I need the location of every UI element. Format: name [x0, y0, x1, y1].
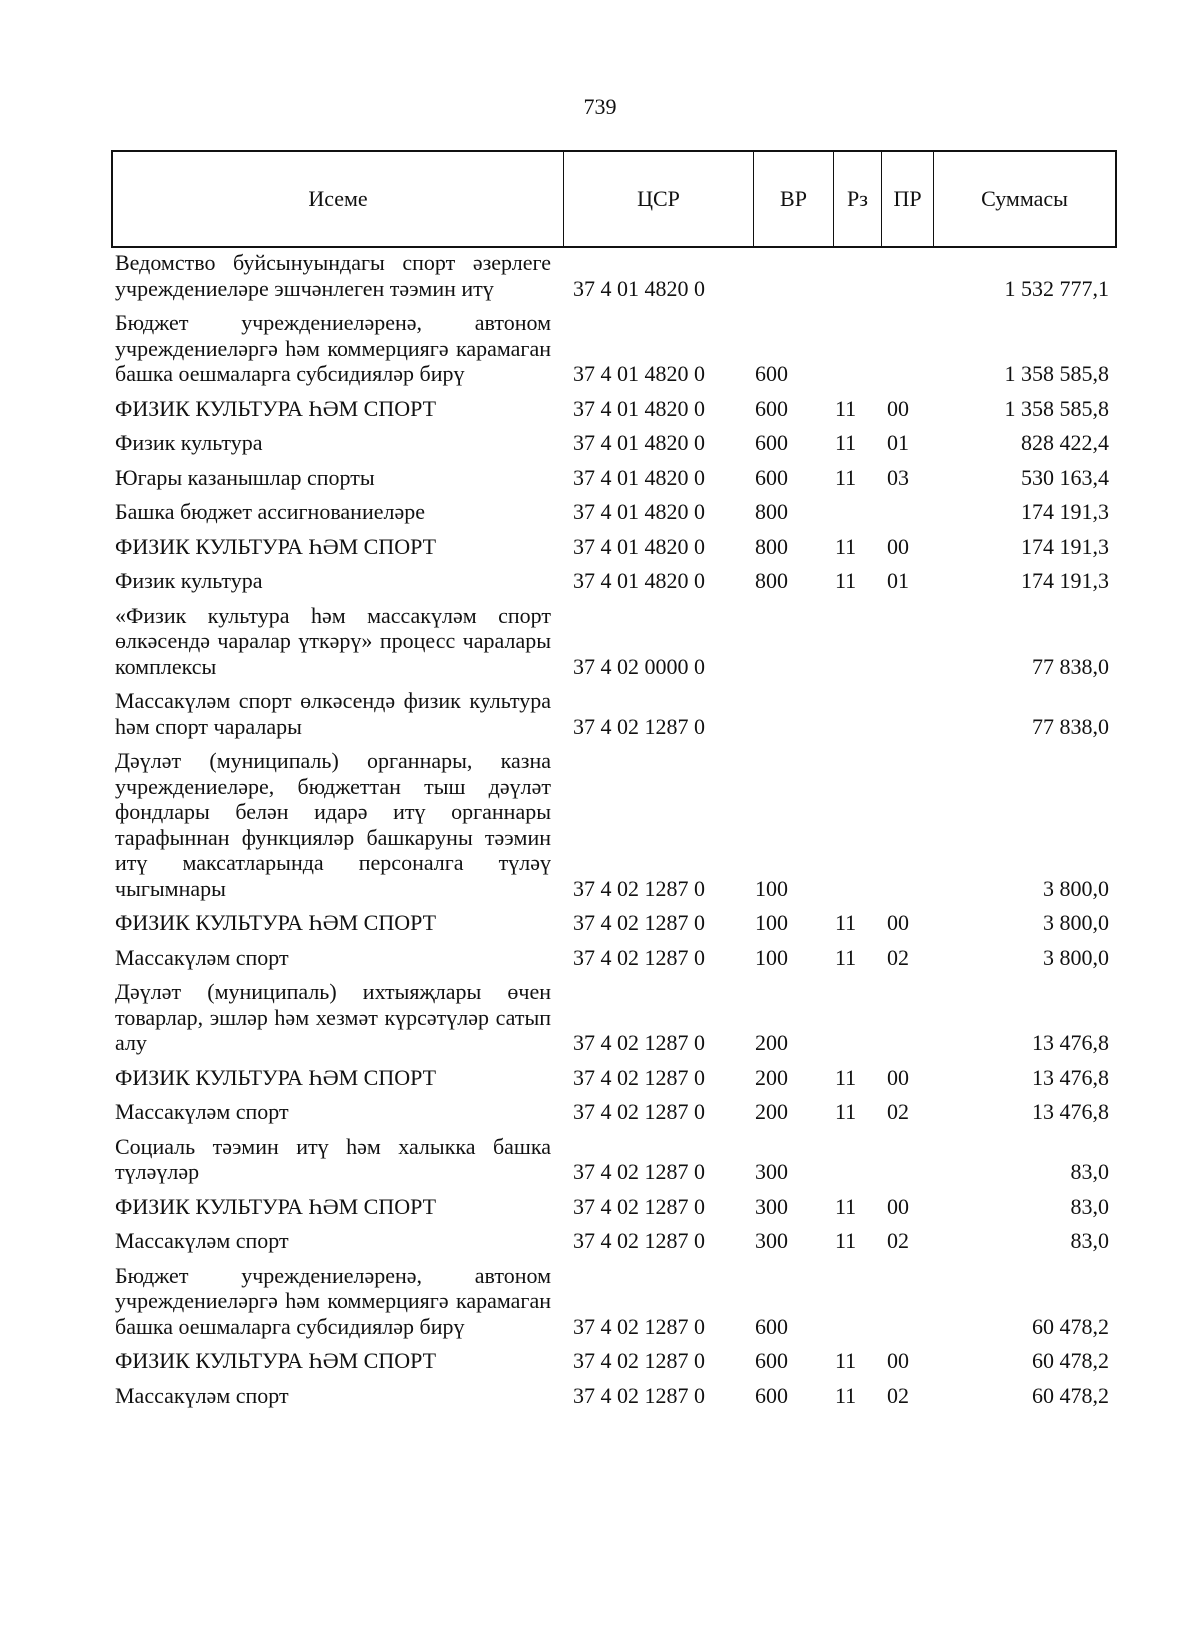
cell-csr: 37 4 02 1287 0	[573, 944, 705, 970]
cell-name: Бюджет учреждениеләренә, автоном учреждениеләргә һәм коммерциягә карамаган башка оешмаларга субсидияләр бирү	[115, 310, 551, 386]
cell-sum: 13 476,8	[1032, 1030, 1109, 1055]
cell-vr: 100	[755, 944, 788, 970]
cell-csr: 37 4 01 4820 0	[573, 464, 705, 490]
cell-vr: 800	[755, 499, 788, 524]
column-header-sum: Суммасы	[981, 186, 1068, 211]
cell-csr: 37 4 02 1287 0	[573, 1382, 705, 1408]
cell-sum: 174 191,3	[1021, 568, 1109, 593]
cell-name: Массакүләм спорт	[115, 1228, 289, 1253]
cell-vr: 600	[755, 430, 788, 455]
cell-rz: 11	[835, 1348, 857, 1373]
cell-vr: 600	[755, 464, 788, 490]
cell-vr: 200	[755, 1064, 788, 1090]
cell-vr: 800	[755, 568, 788, 593]
table-row	[115, 568, 1115, 603]
cell-sum: 77 838,0	[1032, 653, 1109, 679]
cell-sum: 83,0	[1070, 1228, 1109, 1253]
cell-sum: 3 800,0	[1043, 910, 1109, 935]
cell-sum: 1 532 777,1	[1004, 275, 1109, 301]
cell-vr: 600	[755, 1348, 788, 1373]
cell-sum: 83,0	[1070, 1193, 1109, 1219]
cell-vr: 600	[755, 361, 788, 386]
cell-pr: 00	[887, 1064, 909, 1090]
table-row	[115, 1263, 1115, 1349]
cell-name: ФИЗИК КУЛЬТУРА ҺӘМ СПОРТ	[115, 1348, 437, 1373]
cell-rz: 11	[835, 910, 857, 935]
table-row	[115, 748, 1115, 910]
cell-name: Ведомство буйсынуындагы спорт әзерлеге учреждениеләре эшчәнлеген тәэмин итү	[115, 250, 551, 301]
cell-rz: 11	[835, 1099, 857, 1124]
cell-csr: 37 4 01 4820 0	[573, 533, 705, 559]
cell-csr: 37 4 02 1287 0	[573, 875, 705, 901]
cell-csr: 37 4 02 1287 0	[573, 713, 705, 739]
cell-sum: 530 163,4	[1021, 464, 1109, 490]
cell-pr: 02	[887, 1099, 909, 1124]
table-row	[115, 945, 1115, 980]
cell-rz: 11	[835, 533, 857, 559]
column-header-name: Исеме	[113, 152, 564, 246]
cell-sum: 3 800,0	[1043, 944, 1109, 970]
cell-sum: 828 422,4	[1021, 430, 1109, 455]
column-header-vr: ВР	[754, 152, 834, 246]
table-row	[115, 310, 1115, 396]
cell-pr: 01	[887, 568, 909, 593]
cell-sum: 60 478,2	[1032, 1348, 1109, 1373]
cell-name: ФИЗИК КУЛЬТУРА ҺӘМ СПОРТ	[115, 395, 437, 421]
cell-name: ФИЗИК КУЛЬТУРА ҺӘМ СПОРТ	[115, 1193, 437, 1219]
cell-sum: 13 476,8	[1032, 1099, 1109, 1124]
cell-csr: 37 4 01 4820 0	[573, 395, 705, 421]
cell-sum: 13 476,8	[1032, 1064, 1109, 1090]
cell-rz: 11	[835, 464, 857, 490]
cell-csr: 37 4 02 1287 0	[573, 1228, 705, 1253]
table-row	[115, 465, 1115, 500]
cell-csr: 37 4 02 0000 0	[573, 653, 705, 679]
table-row	[115, 1065, 1115, 1100]
cell-pr: 00	[887, 1348, 909, 1373]
cell-csr: 37 4 02 1287 0	[573, 1030, 705, 1055]
cell-csr: 37 4 01 4820 0	[573, 499, 705, 524]
cell-vr: 600	[755, 1382, 788, 1408]
cell-name: Башка бюджет ассигнованиеләре	[115, 499, 425, 524]
cell-vr: 300	[755, 1159, 788, 1184]
cell-csr: 37 4 02 1287 0	[573, 1313, 705, 1339]
cell-name: Массакүләм спорт	[115, 1382, 289, 1408]
cell-pr: 02	[887, 944, 909, 970]
cell-sum: 174 191,3	[1021, 499, 1109, 524]
cell-name: Югары казанышлар спорты	[115, 464, 375, 490]
table-body	[115, 250, 1115, 1417]
cell-name: Массакүләм спорт	[115, 1099, 289, 1124]
table-row	[115, 1099, 1115, 1134]
cell-sum: 83,0	[1070, 1159, 1109, 1184]
cell-vr: 200	[755, 1030, 788, 1055]
cell-csr: 37 4 02 1287 0	[573, 1099, 705, 1124]
cell-csr: 37 4 01 4820 0	[573, 430, 705, 455]
table-row	[115, 499, 1115, 534]
cell-vr: 300	[755, 1228, 788, 1253]
table-row	[115, 534, 1115, 569]
cell-csr: 37 4 02 1287 0	[573, 1064, 705, 1090]
column-header-pr: ПР	[882, 152, 934, 246]
cell-rz: 11	[835, 944, 857, 970]
cell-csr: 37 4 01 4820 0	[573, 275, 705, 301]
cell-rz: 11	[835, 1193, 857, 1219]
table-row	[115, 396, 1115, 431]
cell-csr: 37 4 02 1287 0	[573, 1193, 705, 1219]
page-number: 739	[583, 94, 617, 119]
cell-name: Дәүләт (муниципаль) органнары, казна учреждениеләре, бюджеттан тыш дәүләт фондлары белән идарә итү органнары тарафыннан функцияләр башкаруны тәэмин итү максатларында персоналга түләү чыгымнары	[115, 748, 551, 901]
cell-csr: 37 4 01 4820 0	[573, 568, 705, 593]
cell-vr: 300	[755, 1193, 788, 1219]
column-header-rz: Рз	[834, 152, 882, 246]
cell-vr: 600	[755, 1313, 788, 1339]
cell-pr: 00	[887, 395, 909, 421]
table-row	[115, 1194, 1115, 1229]
cell-name: Массакүләм спорт өлкәсендә физик культура һәм спорт чаралары	[115, 688, 551, 739]
table-row	[115, 1228, 1115, 1263]
cell-pr: 00	[887, 533, 909, 559]
cell-pr: 02	[887, 1228, 909, 1253]
cell-rz: 11	[835, 395, 857, 421]
cell-rz: 11	[835, 568, 857, 593]
cell-pr: 00	[887, 910, 909, 935]
cell-pr: 00	[887, 1193, 909, 1219]
table-row	[115, 430, 1115, 465]
column-header-csr: ЦСР	[564, 152, 754, 246]
cell-name: Дәүләт (муниципаль) ихтыяҗлары өчен товарлар, эшләр һәм хезмәт күрсәтүләр сатып алу	[115, 979, 551, 1055]
cell-pr: 03	[887, 464, 909, 490]
cell-sum: 1 358 585,8	[1004, 395, 1109, 421]
cell-name: ФИЗИК КУЛЬТУРА ҺӘМ СПОРТ	[115, 1064, 437, 1090]
cell-pr: 02	[887, 1382, 909, 1408]
cell-rz: 11	[835, 430, 857, 455]
cell-pr: 01	[887, 430, 909, 455]
cell-name: Физик культура	[115, 430, 263, 455]
table-row	[115, 688, 1115, 748]
cell-sum: 1 358 585,8	[1004, 361, 1109, 386]
cell-csr: 37 4 02 1287 0	[573, 1159, 705, 1184]
cell-rz: 11	[835, 1382, 857, 1408]
table-row	[115, 1134, 1115, 1194]
cell-vr: 200	[755, 1099, 788, 1124]
table-header	[111, 150, 1117, 248]
cell-sum: 60 478,2	[1032, 1382, 1109, 1408]
table-row	[115, 910, 1115, 945]
cell-vr: 800	[755, 533, 788, 559]
cell-sum: 60 478,2	[1032, 1313, 1109, 1339]
cell-sum: 174 191,3	[1021, 533, 1109, 559]
cell-name: Социаль тәэмин итү һәм халыкка башка түләүләр	[115, 1133, 551, 1184]
cell-name: Бюджет учреждениеләренә, автоном учреждениеләргә һәм коммерциягә карамаган башка оешмаларга субсидияләр бирү	[115, 1262, 551, 1339]
cell-name: ФИЗИК КУЛЬТУРА ҺӘМ СПОРТ	[115, 533, 437, 559]
cell-vr: 100	[755, 875, 788, 901]
table-row	[115, 1383, 1115, 1418]
table-row	[115, 1348, 1115, 1383]
cell-rz: 11	[835, 1064, 857, 1090]
cell-csr: 37 4 01 4820 0	[573, 361, 705, 386]
cell-csr: 37 4 02 1287 0	[573, 910, 705, 935]
cell-name: ФИЗИК КУЛЬТУРА ҺӘМ СПОРТ	[115, 910, 437, 935]
cell-vr: 100	[755, 910, 788, 935]
cell-vr: 600	[755, 395, 788, 421]
table-row	[115, 250, 1115, 310]
cell-name: Физик культура	[115, 568, 263, 593]
cell-rz: 11	[835, 1228, 857, 1253]
table-row	[115, 979, 1115, 1065]
cell-csr: 37 4 02 1287 0	[573, 1348, 705, 1373]
cell-name: Массакүләм спорт	[115, 944, 289, 970]
cell-sum: 3 800,0	[1043, 875, 1109, 901]
cell-name: «Физик культура һәм массакүләм спорт өлкәсендә чаралар үткәрү» процесс чаралары комплексы	[115, 602, 551, 679]
cell-sum: 77 838,0	[1032, 713, 1109, 739]
table-row	[115, 603, 1115, 689]
